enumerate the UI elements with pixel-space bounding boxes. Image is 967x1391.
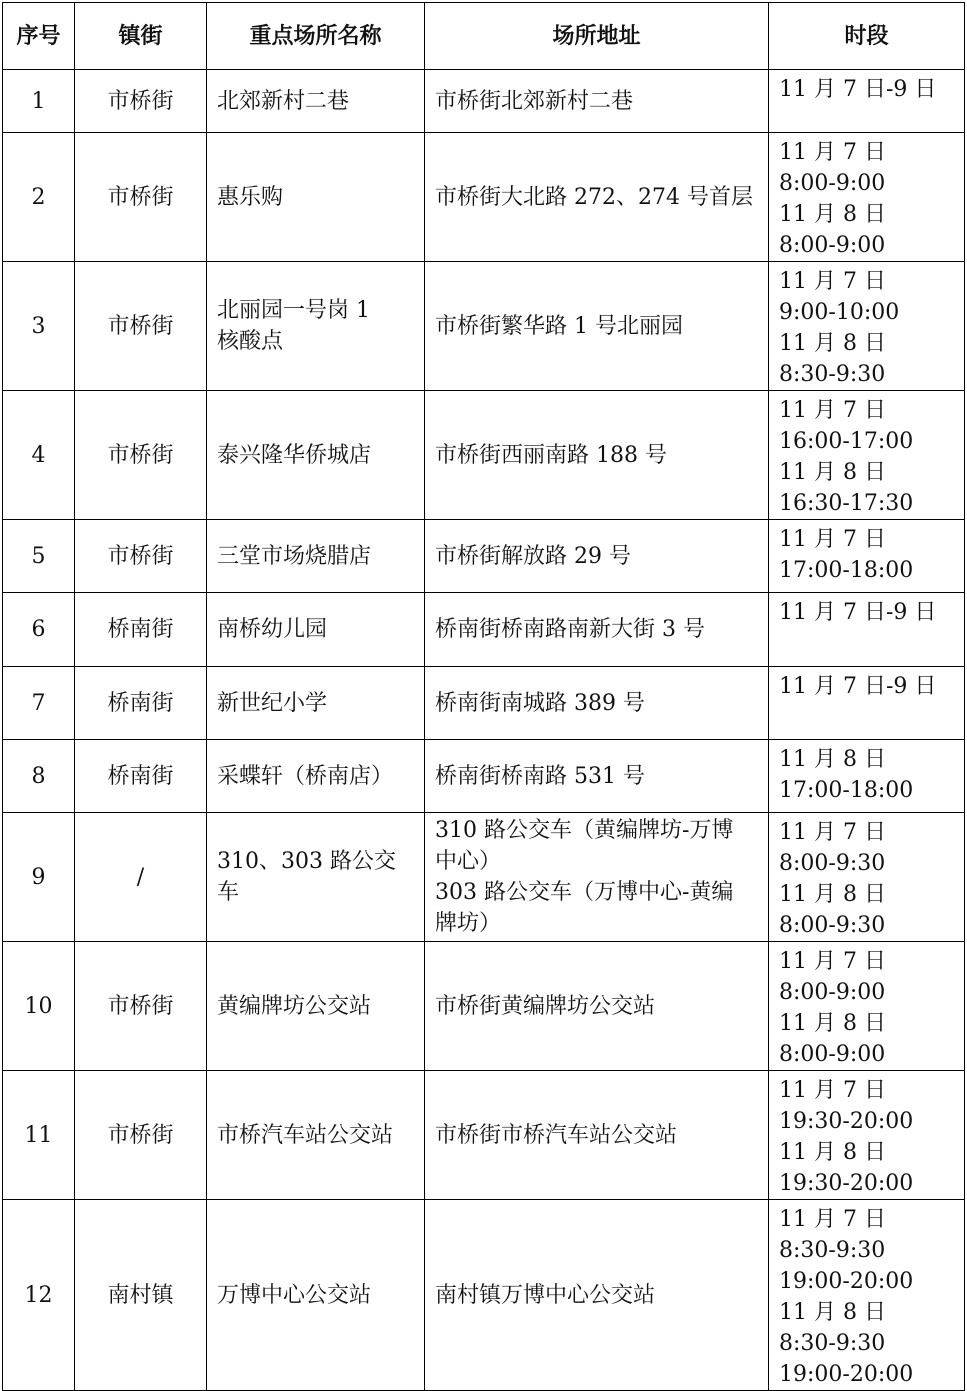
row-town: 桥南街 [75, 667, 207, 740]
row-number: 1 [3, 70, 75, 133]
time-line: 11 月 8 日 [779, 1011, 886, 1036]
place-name-line: 采蝶轩（桥南店） [217, 763, 394, 789]
row-town: 市桥街 [75, 133, 207, 262]
time-line: 11 月 7 日-9 日 [779, 77, 937, 102]
time-line: 8:00-9:30 [779, 851, 886, 876]
table-row [3, 593, 965, 667]
row-number: 7 [3, 667, 75, 740]
address-line: 市桥街解放路 29 号 [435, 543, 631, 569]
row-address [425, 133, 769, 262]
time-line: 19:00-20:00 [779, 1269, 914, 1294]
locations-table [2, 2, 965, 1391]
address-line: 市桥街西丽南路 188 号 [435, 442, 667, 468]
address-line: 桥南街桥南路 531 号 [435, 763, 645, 789]
row-place-name [207, 262, 425, 391]
address-line: 南村镇万博中心公交站 [435, 1282, 656, 1308]
row-number: 3 [3, 262, 75, 391]
header-row [3, 3, 965, 70]
row-place-name [207, 391, 425, 520]
time-line: 11 月 8 日 [779, 1300, 886, 1325]
place-name-line: 三堂市场烧腊店 [217, 543, 372, 569]
row-town: 市桥街 [75, 1071, 207, 1200]
time-line: 16:00-17:00 [779, 429, 914, 454]
place-name-line: 310、303 路公交车 [217, 849, 396, 905]
table-body [3, 70, 965, 1391]
time-line: 16:30-17:30 [779, 491, 914, 516]
time-line: 17:00-18:00 [779, 778, 914, 803]
row-place-name [207, 593, 425, 667]
row-number: 10 [3, 942, 75, 1071]
row-number: 11 [3, 1071, 75, 1200]
time-line: 17:00-18:00 [779, 558, 914, 583]
time-line: 11 月 8 日 [779, 882, 886, 907]
place-name-line: 新世纪小学 [217, 690, 328, 716]
row-number: 8 [3, 740, 75, 813]
row-town: 市桥街 [75, 942, 207, 1071]
row-time-period [769, 262, 965, 391]
row-town: 市桥街 [75, 391, 207, 520]
table-row [3, 262, 965, 391]
row-place-name [207, 942, 425, 1071]
address-line: 中心） [435, 849, 502, 874]
time-line: 11 月 8 日 [779, 747, 886, 772]
row-number: 6 [3, 593, 75, 667]
row-town: 桥南街 [75, 593, 207, 667]
time-line: 11 月 7 日 [779, 820, 886, 845]
address-line: 市桥街北郊新村二巷 [435, 88, 634, 114]
time-line: 8:30-9:30 [779, 1238, 886, 1263]
row-address [425, 520, 769, 593]
header-no: 序号 [3, 3, 75, 70]
row-place-name [207, 740, 425, 813]
time-line: 11 月 7 日 [779, 1207, 886, 1232]
table-row [3, 1200, 965, 1391]
table-row [3, 133, 965, 262]
row-place-name [207, 813, 425, 942]
row-address [425, 70, 769, 133]
row-address [425, 667, 769, 740]
row-address [425, 942, 769, 1071]
time-line: 11 月 7 日 [779, 398, 886, 423]
place-name-line: 泰兴隆华侨城店 [217, 442, 372, 468]
address-line: 市桥街繁华路 1 号北丽园 [435, 313, 683, 339]
address-line: 市桥街市桥汽车站公交站 [435, 1122, 678, 1148]
row-time-period [769, 70, 965, 133]
row-time-period [769, 1071, 965, 1200]
time-line: 11 月 8 日 [779, 331, 886, 356]
row-town: 市桥街 [75, 520, 207, 593]
table-row [3, 740, 965, 813]
row-time-period [769, 1200, 965, 1391]
row-time-period [769, 391, 965, 520]
time-line: 11 月 8 日 [779, 202, 886, 227]
row-address [425, 1200, 769, 1391]
time-line: 19:30-20:00 [779, 1171, 914, 1196]
address-line: 市桥街黄编牌坊公交站 [435, 993, 656, 1019]
row-town: 桥南街 [75, 740, 207, 813]
header-address: 场所地址 [425, 3, 769, 70]
row-time-period [769, 520, 965, 593]
address-line: 市桥街大北路 272、274 号首层 [435, 184, 753, 210]
row-town: 市桥街 [75, 70, 207, 133]
address-line: 桥南街桥南路南新大街 3 号 [435, 617, 705, 642]
address-line: 牌坊） [435, 911, 502, 936]
row-place-name [207, 133, 425, 262]
header-time: 时段 [769, 3, 965, 70]
address-line: 310 路公交车（黄编牌坊-万博 [435, 818, 734, 843]
place-name-line: 北丽园一号岗 1 [217, 298, 370, 323]
time-line: 8:00-9:00 [779, 233, 886, 258]
row-time-period [769, 133, 965, 262]
place-name-line: 黄编牌坊公交站 [217, 993, 372, 1019]
row-place-name [207, 1200, 425, 1391]
row-time-period [769, 740, 965, 813]
time-line: 11 月 7 日 [779, 527, 886, 552]
time-line: 11 月 7 日 [779, 269, 886, 294]
time-line: 11 月 7 日 [779, 140, 886, 165]
time-line: 11 月 7 日-9 日 [779, 674, 937, 699]
table-row [3, 520, 965, 593]
place-name-line: 市桥汽车站公交站 [217, 1122, 394, 1148]
time-line: 9:00-10:00 [779, 300, 900, 325]
table-row [3, 391, 965, 520]
row-town: 市桥街 [75, 262, 207, 391]
table-row [3, 667, 965, 740]
row-number: 9 [3, 813, 75, 942]
table-row [3, 1071, 965, 1200]
row-address [425, 813, 769, 942]
row-time-period [769, 813, 965, 942]
time-line: 19:00-20:00 [779, 1362, 914, 1387]
row-address [425, 740, 769, 813]
header-name: 重点场所名称 [207, 3, 425, 70]
row-time-period [769, 593, 965, 667]
row-address [425, 262, 769, 391]
row-number: 4 [3, 391, 75, 520]
row-address [425, 391, 769, 520]
row-place-name [207, 70, 425, 133]
row-time-period [769, 942, 965, 1071]
header-town: 镇街 [75, 3, 207, 70]
table-row [3, 70, 965, 133]
row-address [425, 593, 769, 667]
row-address [425, 1071, 769, 1200]
place-name-line: 惠乐购 [217, 184, 284, 210]
row-time-period [769, 667, 965, 740]
table-row [3, 813, 965, 942]
row-number: 12 [3, 1200, 75, 1391]
time-line: 11 月 7 日 [779, 949, 886, 974]
time-line: 11 月 7 日 [779, 1078, 886, 1103]
time-line: 8:30-9:30 [779, 1331, 886, 1356]
row-town: / [75, 813, 207, 942]
time-line: 8:00-9:30 [779, 913, 886, 938]
time-line: 8:00-9:00 [779, 1042, 886, 1067]
place-name-line: 北郊新村二巷 [217, 88, 350, 114]
table-row [3, 942, 965, 1071]
row-place-name [207, 520, 425, 593]
time-line: 8:00-9:00 [779, 171, 886, 196]
time-line: 11 月 8 日 [779, 460, 886, 485]
row-number: 5 [3, 520, 75, 593]
time-line: 8:00-9:00 [779, 980, 886, 1005]
place-name-line: 核酸点 [217, 329, 284, 354]
time-line: 11 月 7 日-9 日 [779, 600, 937, 625]
row-place-name [207, 1071, 425, 1200]
row-number: 2 [3, 133, 75, 262]
time-line: 11 月 8 日 [779, 1140, 886, 1165]
place-name-line: 南桥幼儿园 [217, 617, 328, 642]
row-town: 南村镇 [75, 1200, 207, 1391]
row-place-name [207, 667, 425, 740]
time-line: 8:30-9:30 [779, 362, 886, 387]
time-line: 19:30-20:00 [779, 1109, 914, 1134]
address-line: 303 路公交车（万博中心-黄编 [435, 880, 734, 905]
address-line: 桥南街南城路 389 号 [435, 690, 645, 716]
place-name-line: 万博中心公交站 [217, 1282, 372, 1308]
